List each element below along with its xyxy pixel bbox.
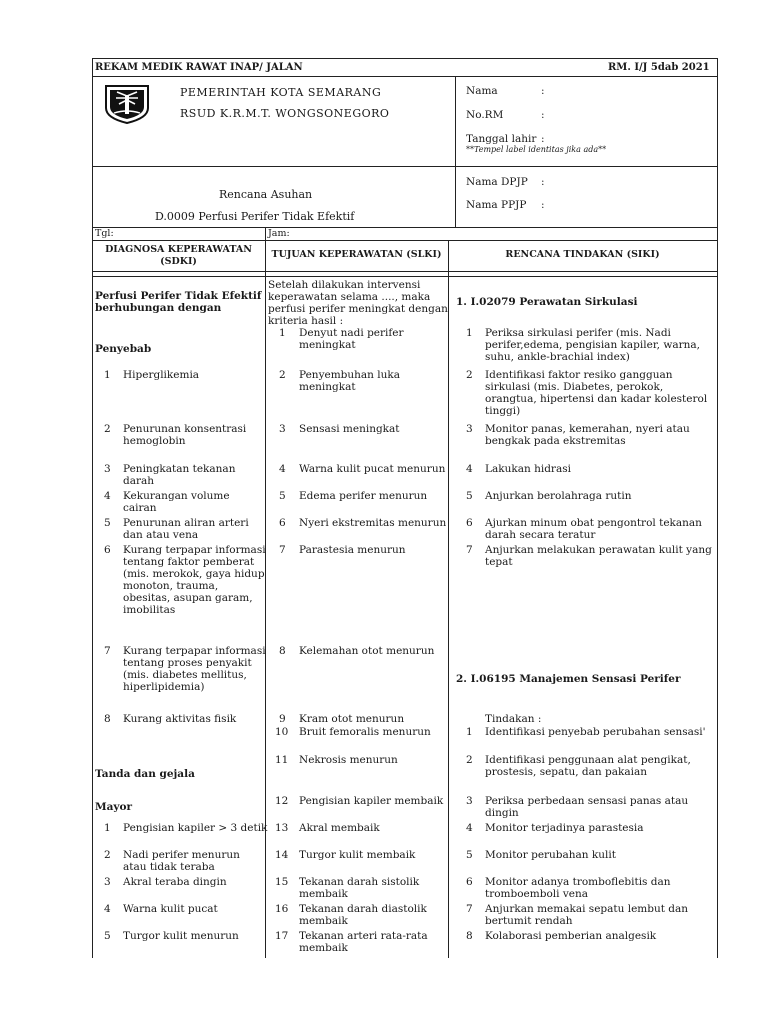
siki-item: Periksa perbedaan sensasi panas atau dingin bbox=[485, 795, 689, 819]
slki-num: 1 bbox=[279, 327, 286, 339]
siki-item: Lakukan hidrasi bbox=[485, 463, 571, 475]
slki-item: Bruit femoralis menurun bbox=[299, 726, 431, 738]
siki-item: Anjurkan memakai sepatu lembut dan bertumit rendah bbox=[485, 903, 689, 927]
slki-item: Akral membaik bbox=[299, 822, 380, 834]
siki-num: 5 bbox=[466, 490, 473, 502]
siki-item: Monitor adanya tromboflebitis dan tromboemboli vena bbox=[485, 876, 671, 900]
mayor-num: 4 bbox=[104, 903, 111, 915]
siki-item: Identifikasi penyebab perubahan sensasi' bbox=[485, 726, 706, 738]
penyebab-item: Kurang terpapar informasi tentang faktor pemberat (mis. merokok, gaya hidup monoton, trauma, obesitas, asupan garam, imobilitas bbox=[123, 544, 266, 616]
penyebab-num: 3 bbox=[104, 463, 111, 475]
siki-num: 2 bbox=[466, 369, 473, 381]
siki-num: 4 bbox=[466, 463, 473, 475]
penyebab-num: 7 bbox=[104, 645, 111, 657]
slki-num: 4 bbox=[279, 463, 286, 475]
siki-num: 2 bbox=[466, 754, 473, 766]
slki-num: 11 bbox=[275, 754, 289, 766]
siki-num: 6 bbox=[466, 517, 473, 529]
slki-item: Parastesia menurun bbox=[299, 544, 406, 556]
mayor-num: 3 bbox=[104, 876, 111, 888]
slki-num: 5 bbox=[279, 490, 286, 502]
slki-num: 8 bbox=[279, 645, 286, 657]
siki-item: Kolaborasi pemberian analgesik bbox=[485, 930, 657, 942]
siki-item: Periksa sirkulasi perifer (mis. Nadi perifer,edema, pengisian kapiler, warna, suhu, ankle-brachial index) bbox=[485, 327, 700, 363]
mayor-item: Akral teraba dingin bbox=[123, 876, 227, 888]
penyebab-item: Kurang terpapar informasi tentang proses penyakit (mis. diabetes mellitus, hiperlipidemia) bbox=[123, 645, 266, 693]
slki-intro: Setelah dilakukan intervensi keperawatan selama ...., maka perfusi perifer meningkat dengan kriteria hasil : bbox=[268, 279, 448, 327]
city-emblem-logo bbox=[102, 84, 152, 124]
tindakan-label: Tindakan : bbox=[485, 713, 542, 725]
sdki-intro: Perfusi Perifer Tidak Efektif berhubungan dengan bbox=[95, 290, 262, 314]
mayor-num: 1 bbox=[104, 822, 111, 834]
org-line-2: RSUD K.R.M.T. WONGSONEGORO bbox=[180, 107, 390, 120]
slki-item: Sensasi meningkat bbox=[299, 423, 400, 435]
label-note: **Tempel label identitas jika ada** bbox=[466, 145, 607, 154]
slki-item: Tekanan darah diastolik membaik bbox=[299, 903, 427, 927]
tgl-label: Tgl: bbox=[95, 228, 114, 239]
siki-item: Anjurkan melakukan perawatan kulit yang tepat bbox=[485, 544, 712, 568]
nama-colon: : bbox=[541, 85, 545, 97]
penyebab-item: Peningkatan tekanan darah bbox=[123, 463, 236, 487]
plan-subtitle: D.0009 Perfusi Perifer Tidak Efektif bbox=[155, 210, 355, 223]
mayor-num: 2 bbox=[104, 849, 111, 861]
nama-label: Nama bbox=[466, 85, 498, 97]
siki-item: Identifikasi faktor resiko gangguan sirkulasi (mis. Diabetes, perokok, orangtua, hipertensi dan kadar kolesterol tinggi) bbox=[485, 369, 708, 417]
nama-dpjp-colon: : bbox=[541, 176, 545, 188]
slki-item: Penyembuhan luka meningkat bbox=[299, 369, 401, 393]
siki-num: 1 bbox=[466, 327, 473, 339]
nama-dpjp-label: Nama DPJP bbox=[466, 176, 528, 188]
siki-num: 1 bbox=[466, 726, 473, 738]
penyebab-num: 6 bbox=[104, 544, 111, 556]
slki-item: Denyut nadi perifer meningkat bbox=[299, 327, 404, 351]
no-rm-label: No.RM bbox=[466, 109, 504, 121]
slki-num: 13 bbox=[275, 822, 289, 834]
slki-item: Warna kulit pucat menurun bbox=[299, 463, 446, 475]
mayor-item: Pengisian kapiler > 3 detik bbox=[123, 822, 268, 834]
penyebab-item: Hiperglikemia bbox=[123, 369, 200, 381]
mayor-heading: Mayor bbox=[95, 801, 133, 813]
siki-item: Anjurkan berolahraga rutin bbox=[485, 490, 632, 502]
slki-item: Edema perifer menurun bbox=[299, 490, 428, 502]
nama-ppjp-label: Nama PPJP bbox=[466, 199, 527, 211]
siki-num: 7 bbox=[466, 903, 473, 915]
mayor-num: 5 bbox=[104, 930, 111, 942]
jam-label: Jam: bbox=[268, 228, 290, 239]
col-header-sdki: DIAGNOSA KEPERAWATAN (SDKI) bbox=[105, 244, 252, 267]
slki-num: 14 bbox=[275, 849, 289, 861]
col-header-slki: TUJUAN KEPERAWATAN (SLKI) bbox=[271, 249, 442, 260]
slki-item: Nyeri ekstremitas menurun bbox=[299, 517, 447, 529]
form-code: RM. I/J 5dab 2021 bbox=[608, 62, 710, 73]
slki-item: Nekrosis menurun bbox=[299, 754, 398, 766]
slki-num: 12 bbox=[275, 795, 289, 807]
siki-num: 3 bbox=[466, 423, 473, 435]
tanggal-lahir-label: Tanggal lahir bbox=[466, 133, 537, 145]
siki-item: Monitor terjadinya parastesia bbox=[485, 822, 644, 834]
siki-num: 4 bbox=[466, 822, 473, 834]
mayor-item: Turgor kulit menurun bbox=[123, 930, 239, 942]
slki-num: 16 bbox=[275, 903, 289, 915]
plan-title: Rencana Asuhan bbox=[219, 188, 313, 201]
siki-item: Identifikasi penggunaan alat pengikat, prostesis, sepatu, dan pakaian bbox=[485, 754, 691, 778]
penyebab-item: Penurunan aliran arteri dan atau vena bbox=[123, 517, 249, 541]
siki-section-2-title: 2. I.06195 Manajemen Sensasi Perifer bbox=[456, 673, 681, 685]
penyebab-num: 8 bbox=[104, 713, 111, 725]
penyebab-num: 4 bbox=[104, 490, 111, 502]
col-header-siki: RENCANA TINDAKAN (SIKI) bbox=[505, 249, 660, 260]
slki-num: 17 bbox=[275, 930, 289, 942]
no-rm-colon: : bbox=[541, 109, 545, 121]
slki-num: 15 bbox=[275, 876, 289, 888]
siki-num: 7 bbox=[466, 544, 473, 556]
slki-num: 3 bbox=[279, 423, 286, 435]
slki-item: Turgor kulit membaik bbox=[299, 849, 416, 861]
slki-num: 6 bbox=[279, 517, 286, 529]
slki-item: Kram otot menurun bbox=[299, 713, 405, 725]
siki-item: Ajurkan minum obat pengontrol tekanan darah secara teratur bbox=[485, 517, 702, 541]
slki-num: 10 bbox=[275, 726, 289, 738]
slki-num: 9 bbox=[279, 713, 286, 725]
org-line-1: PEMERINTAH KOTA SEMARANG bbox=[180, 86, 382, 99]
form-title: REKAM MEDIK RAWAT INAP/ JALAN bbox=[95, 62, 303, 73]
penyebab-num: 1 bbox=[104, 369, 111, 381]
nama-ppjp-colon: : bbox=[541, 199, 545, 211]
penyebab-item: Kurang aktivitas fisik bbox=[123, 713, 237, 725]
slki-item: Kelemahan otot menurun bbox=[299, 645, 435, 657]
siki-item: Monitor perubahan kulit bbox=[485, 849, 616, 861]
mayor-item: Warna kulit pucat bbox=[123, 903, 218, 915]
tanda-gejala-heading: Tanda dan gejala bbox=[95, 768, 195, 780]
siki-num: 6 bbox=[466, 876, 473, 888]
penyebab-heading: Penyebab bbox=[95, 343, 152, 355]
siki-item: Monitor panas, kemerahan, nyeri atau bengkak pada ekstremitas bbox=[485, 423, 690, 447]
penyebab-item: Penurunan konsentrasi hemoglobin bbox=[123, 423, 247, 447]
penyebab-num: 5 bbox=[104, 517, 111, 529]
slki-item: Tekanan darah sistolik membaik bbox=[299, 876, 420, 900]
siki-num: 3 bbox=[466, 795, 473, 807]
penyebab-num: 2 bbox=[104, 423, 111, 435]
siki-section-1-title: 1. I.02079 Perawatan Sirkulasi bbox=[456, 296, 638, 308]
mayor-item: Nadi perifer menurun atau tidak teraba bbox=[123, 849, 240, 873]
siki-num: 5 bbox=[466, 849, 473, 861]
slki-item: Tekanan arteri rata-rata membaik bbox=[299, 930, 428, 954]
slki-num: 7 bbox=[279, 544, 286, 556]
penyebab-item: Kekurangan volume cairan bbox=[123, 490, 230, 514]
slki-num: 2 bbox=[279, 369, 286, 381]
tanggal-lahir-colon: : bbox=[541, 133, 545, 145]
siki-num: 8 bbox=[466, 930, 473, 942]
slki-item: Pengisian kapiler membaik bbox=[299, 795, 444, 807]
